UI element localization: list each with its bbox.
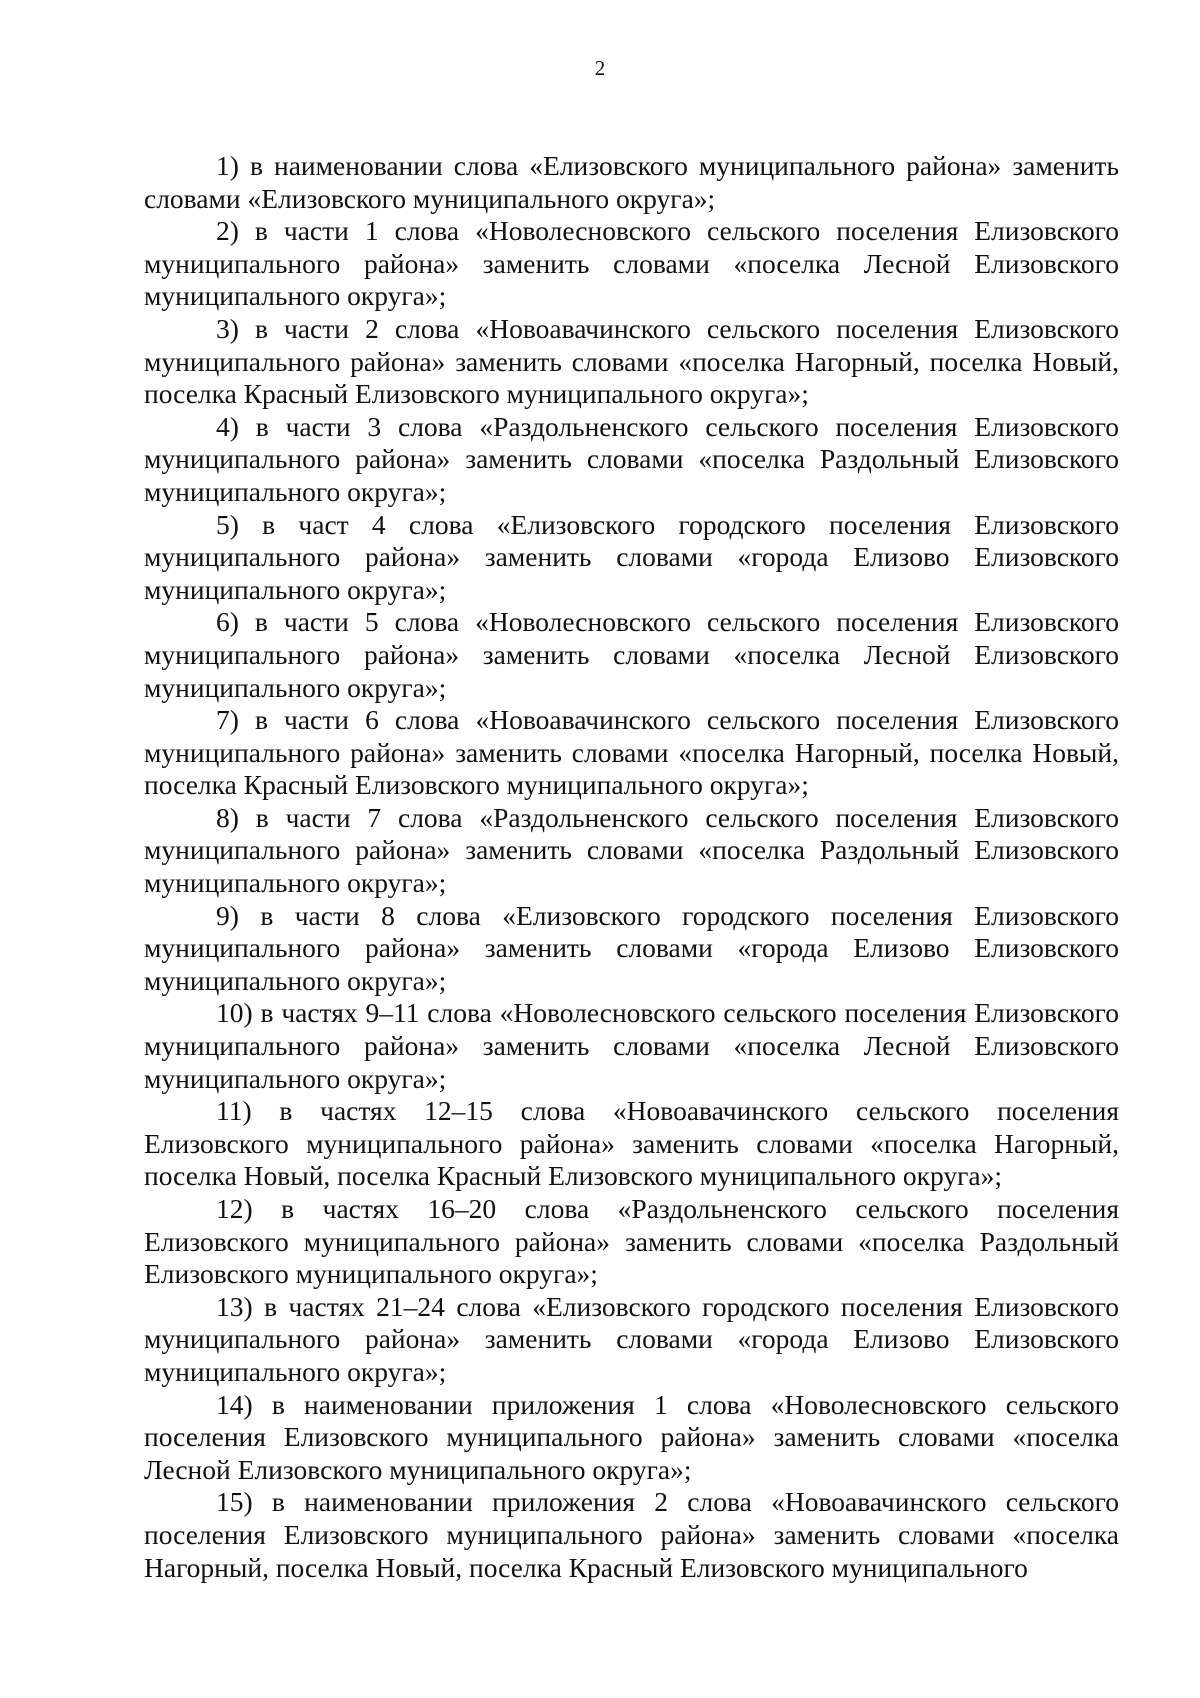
- list-item: 15) в наименовании приложения 2 слова «Новоавачинского сельского поселения Елизовского муниципального района» заменить словами «поселка Нагорный, поселка Новый, поселка Красный Елизовского муниципального: [144, 1486, 1119, 1583]
- list-item: 4) в части 3 слова «Раздольненского сельского поселения Елизовского муниципального района» заменить словами «поселка Раздольный Елизовского муниципального округа»;: [144, 410, 1119, 507]
- list-item: 1) в наименовании слова «Елизовского муниципального района» заменить словами «Елизовского муниципального округа»;: [144, 150, 1119, 214]
- list-item: 14) в наименовании приложения 1 слова «Новолесновского сельского поселения Елизовского муниципального района» заменить словами «поселка Лесной Елизовского муниципального округа»;: [144, 1388, 1119, 1485]
- list-item: 8) в части 7 слова «Раздольненского сельского поселения Елизовского муниципального района» заменить словами «поселка Раздольный Елизовского муниципального округа»;: [144, 801, 1119, 899]
- list-item: 9) в части 8 слова «Елизовского городского поселения Елизовского муниципального района» заменить словами «города Елизово Елизовского муниципального округа»;: [144, 899, 1119, 996]
- list-item: 7) в части 6 слова «Новоавачинского сельского поселения Елизовского муниципального района» заменить словами «поселка Нагорный, поселка Новый, поселка Красный Елизовского муниципального округа»;: [144, 704, 1119, 801]
- list-item: 13) в частях 21–24 слова «Елизовского городского поселения Елизовского муниципального района» заменить словами «города Елизово Елизовского муниципального округа»;: [144, 1290, 1119, 1387]
- document-body: [144, 150, 1119, 1584]
- list-item: 3) в части 2 слова «Новоавачинского сельского поселения Елизовского муниципального района» заменить словами «поселка Нагорный, поселка Новый, поселка Красный Елизовского муниципального округа»;: [144, 312, 1119, 410]
- list-item: 6) в части 5 слова «Новолесновского сельского поселения Елизовского муниципального района» заменить словами «поселка Лесной Елизовского муниципального округа»;: [144, 606, 1119, 703]
- list-item: 12) в частях 16–20 слова «Раздольненского сельского поселения Елизовского муниципального района» заменить словами «поселка Раздольный Елизовского муниципального округа»;: [144, 1193, 1119, 1290]
- page-number: 2: [594, 56, 606, 80]
- list-item: 10) в частях 9–11 слова «Новолесновского сельского поселения Елизовского муниципального района» заменить словами «поселка Лесной Елизовского муниципального округа»;: [144, 997, 1119, 1094]
- list-item: 2) в части 1 слова «Новолесновского сельского поселения Елизовского муниципального района» заменить словами «поселка Лесной Елизовского муниципального округа»;: [144, 215, 1119, 312]
- list-item: 11) в частях 12–15 слова «Новоавачинского сельского поселения Елизовского муниципального района» заменить словами «поселка Нагорный, поселка Новый, поселка Красный Елизовского муниципального округа»;: [144, 1095, 1119, 1192]
- list-item: 5) в част 4 слова «Елизовского городского поселения Елизовского муниципального района» заменить словами «города Елизово Елизовского муниципального округа»;: [144, 508, 1119, 605]
